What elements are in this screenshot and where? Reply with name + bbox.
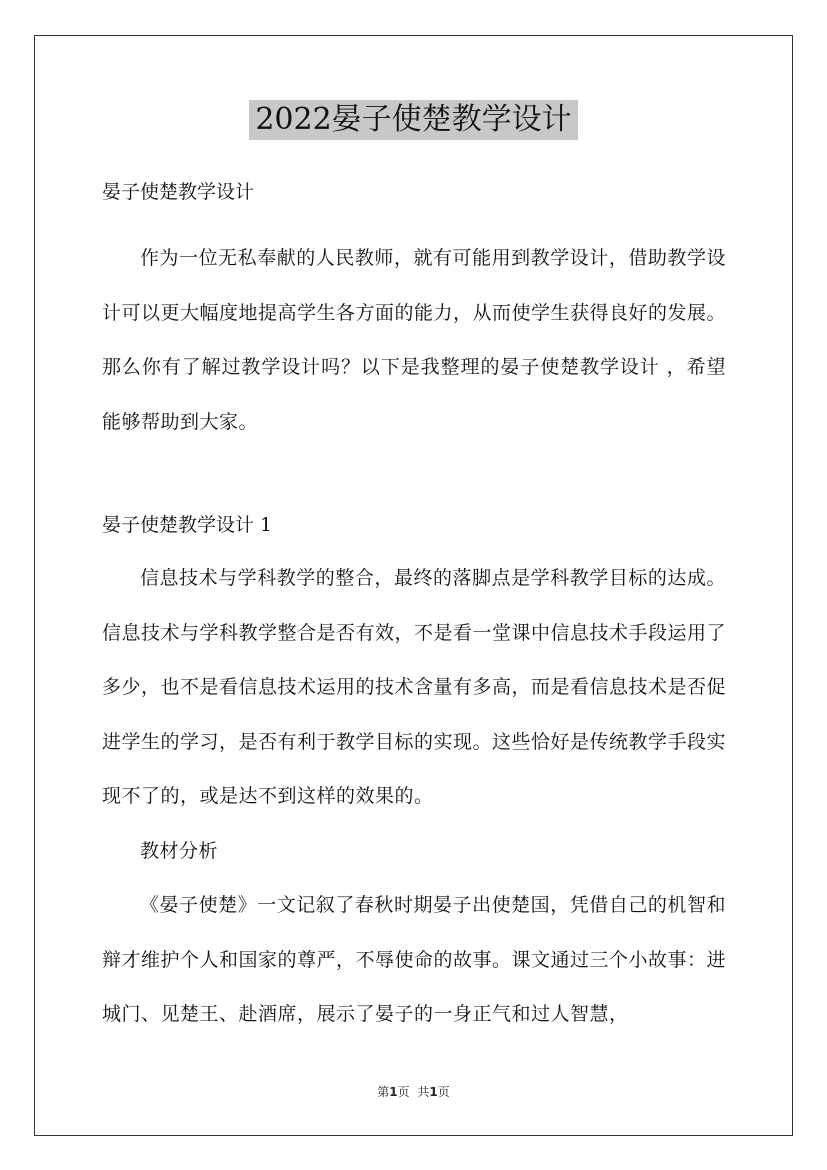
subsection-paragraph: 《晏子使楚》一文记叙了春秋时期晏子出使楚国，凭借自己的机智和辩才维护个人和国家的尊严，不辱使命的故事。课文通过三个小故事：进城门、见楚王、赴酒席，展示了晏子的一身正气和过人智慧， [102,894,727,1025]
footer-total-number: 1 [429,1085,438,1099]
title-container [0,100,827,140]
document-body [102,176,726,1042]
subsection-heading: 教材分析 [140,839,219,862]
footer-page-suffix: 页 [397,1085,410,1099]
section-heading-1: 晏子使楚教学设计 1 [102,514,273,536]
footer-page-number: 1 [389,1085,398,1099]
intro-paragraph: 作为一位无私奉献的人民教师，就有可能用到教学设计，借助教学设计可以更大幅度地提高学生各方面的能力，从而使学生获得良好的发展。那么你有了解过教学设计吗？以下是我整理的晏子使楚教学设计 ，希望能够帮助到大家。 [102,247,727,433]
section-paragraph-1: 信息技术与学科教学的整合，最终的落脚点是学科教学目标的达成。信息技术与学科教学整合是否有效，不是看一堂课中信息技术手段运用了多少，也不是看信息技术运用的技术含量有多高，而是看信息技术是否促进学生的学习，是否有利于教学目标的实现。这些恰好是传统教学手段实现不了的，或是达不到这样的效果的。 [102,567,727,807]
document-subtitle: 晏子使楚教学设计 [102,181,255,203]
footer-page-prefix: 第 [377,1085,390,1099]
footer-total-suffix: 页 [437,1085,450,1099]
page-footer [0,1083,827,1100]
document-title: 2022晏子使楚教学设计 [249,100,577,140]
footer-total-prefix: 共 [417,1085,430,1099]
